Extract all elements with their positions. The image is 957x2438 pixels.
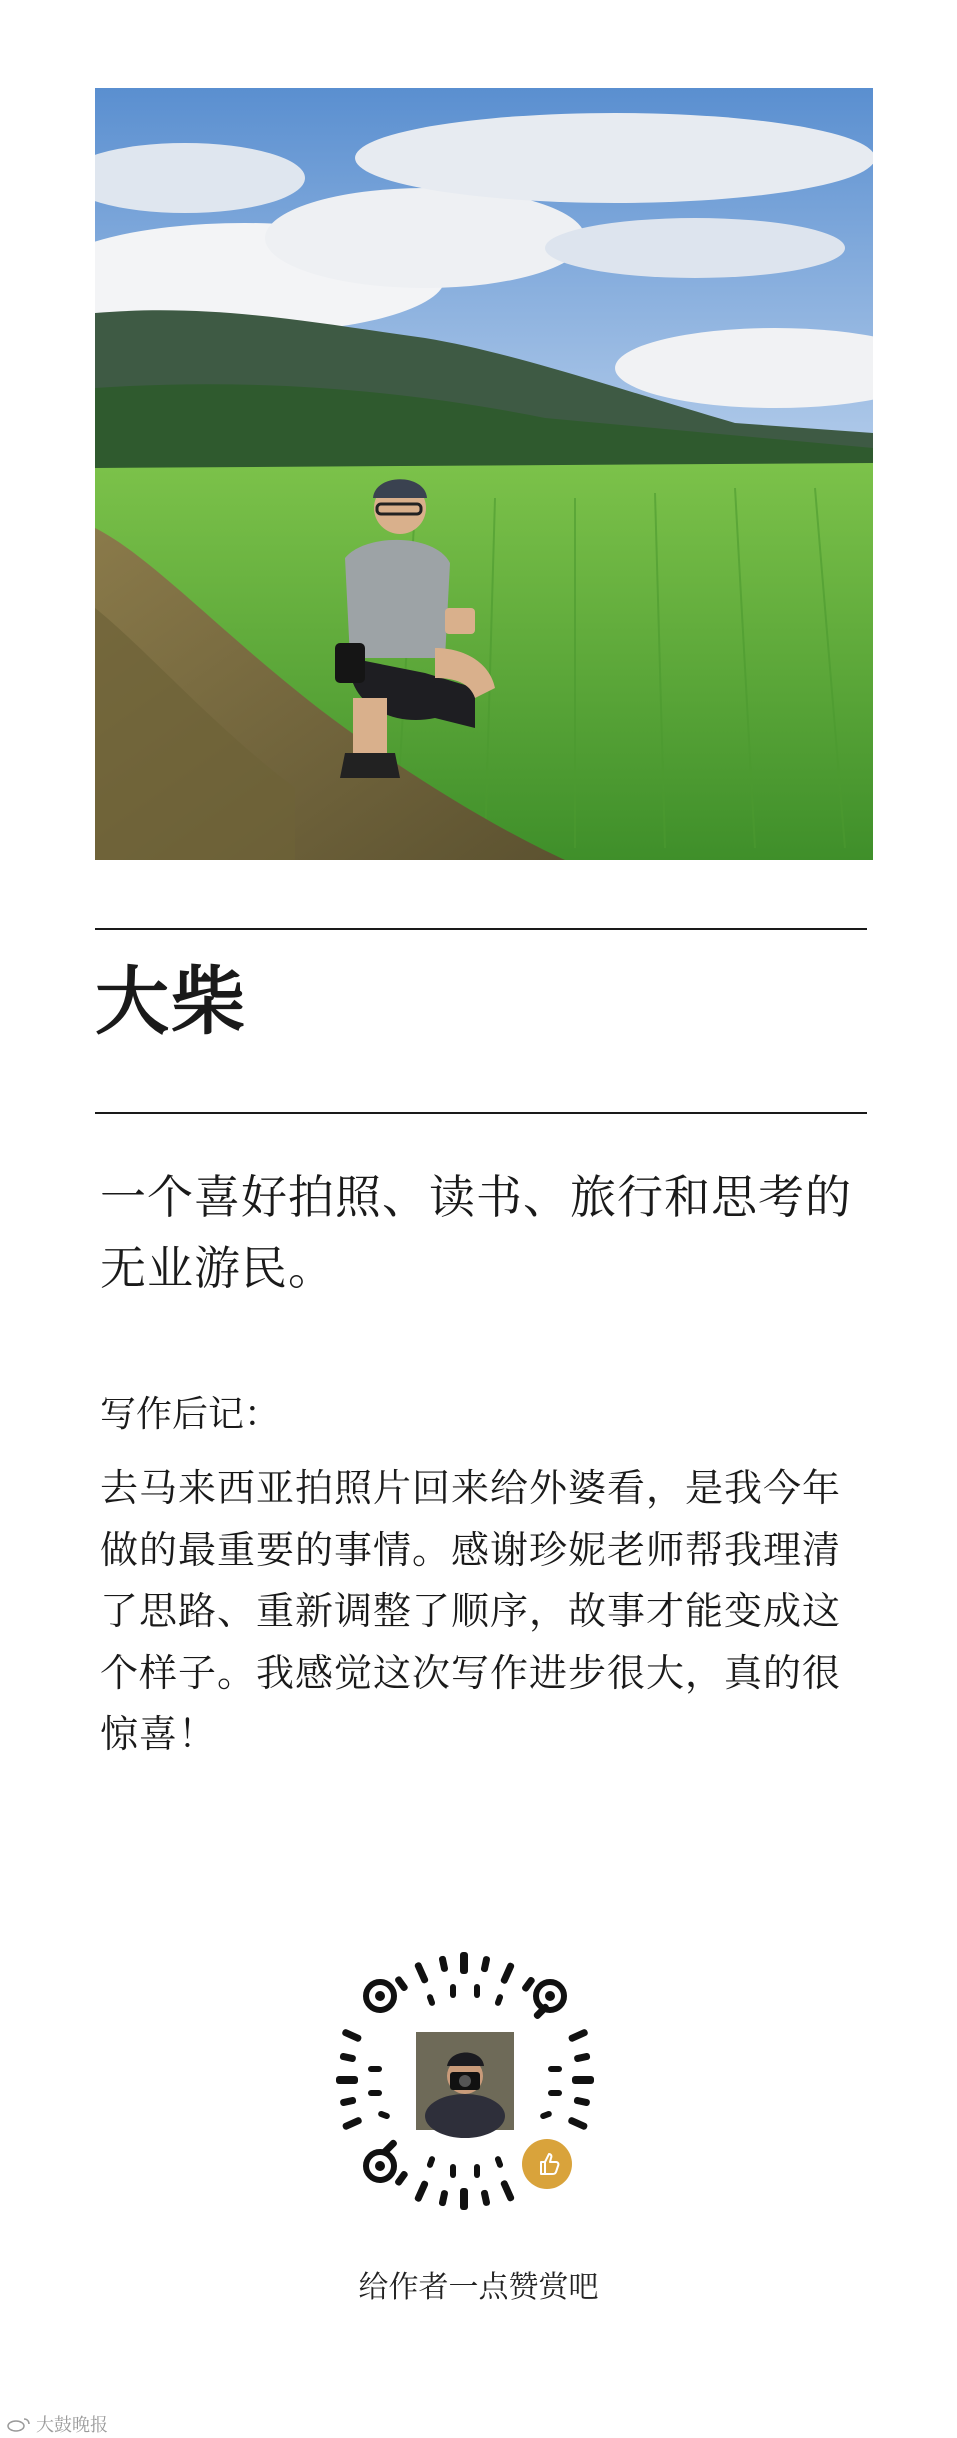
author-photo: [95, 88, 873, 860]
postscript-title: 写作后记：: [100, 1394, 281, 1435]
bottom-divider: [95, 1112, 867, 1114]
reward-caption: 给作者一点赞赏吧: [358, 2270, 599, 2305]
top-divider: [95, 928, 867, 930]
watermark-text: 大鼓晚报: [36, 2415, 108, 2436]
author-intro: 一个喜好拍照、读书、旅行和思考的无业游民。: [100, 1170, 852, 1296]
thumbs-up-icon: [534, 2150, 562, 2178]
watermark: [6, 2411, 108, 2437]
reward-qr-code[interactable]: [332, 1948, 598, 2214]
weibo-logo-icon: [6, 2416, 32, 2432]
author-name: 大柴: [95, 959, 247, 1045]
postscript-body: 去马来西亚拍照片回来给外婆看，是我今年做的最重要的事情。感谢珍妮老师帮我理清了思路、重新调整了顺序，故事才能变成这个样子。我感觉这次写作进步很大，真的很惊喜！: [100, 1466, 842, 1757]
